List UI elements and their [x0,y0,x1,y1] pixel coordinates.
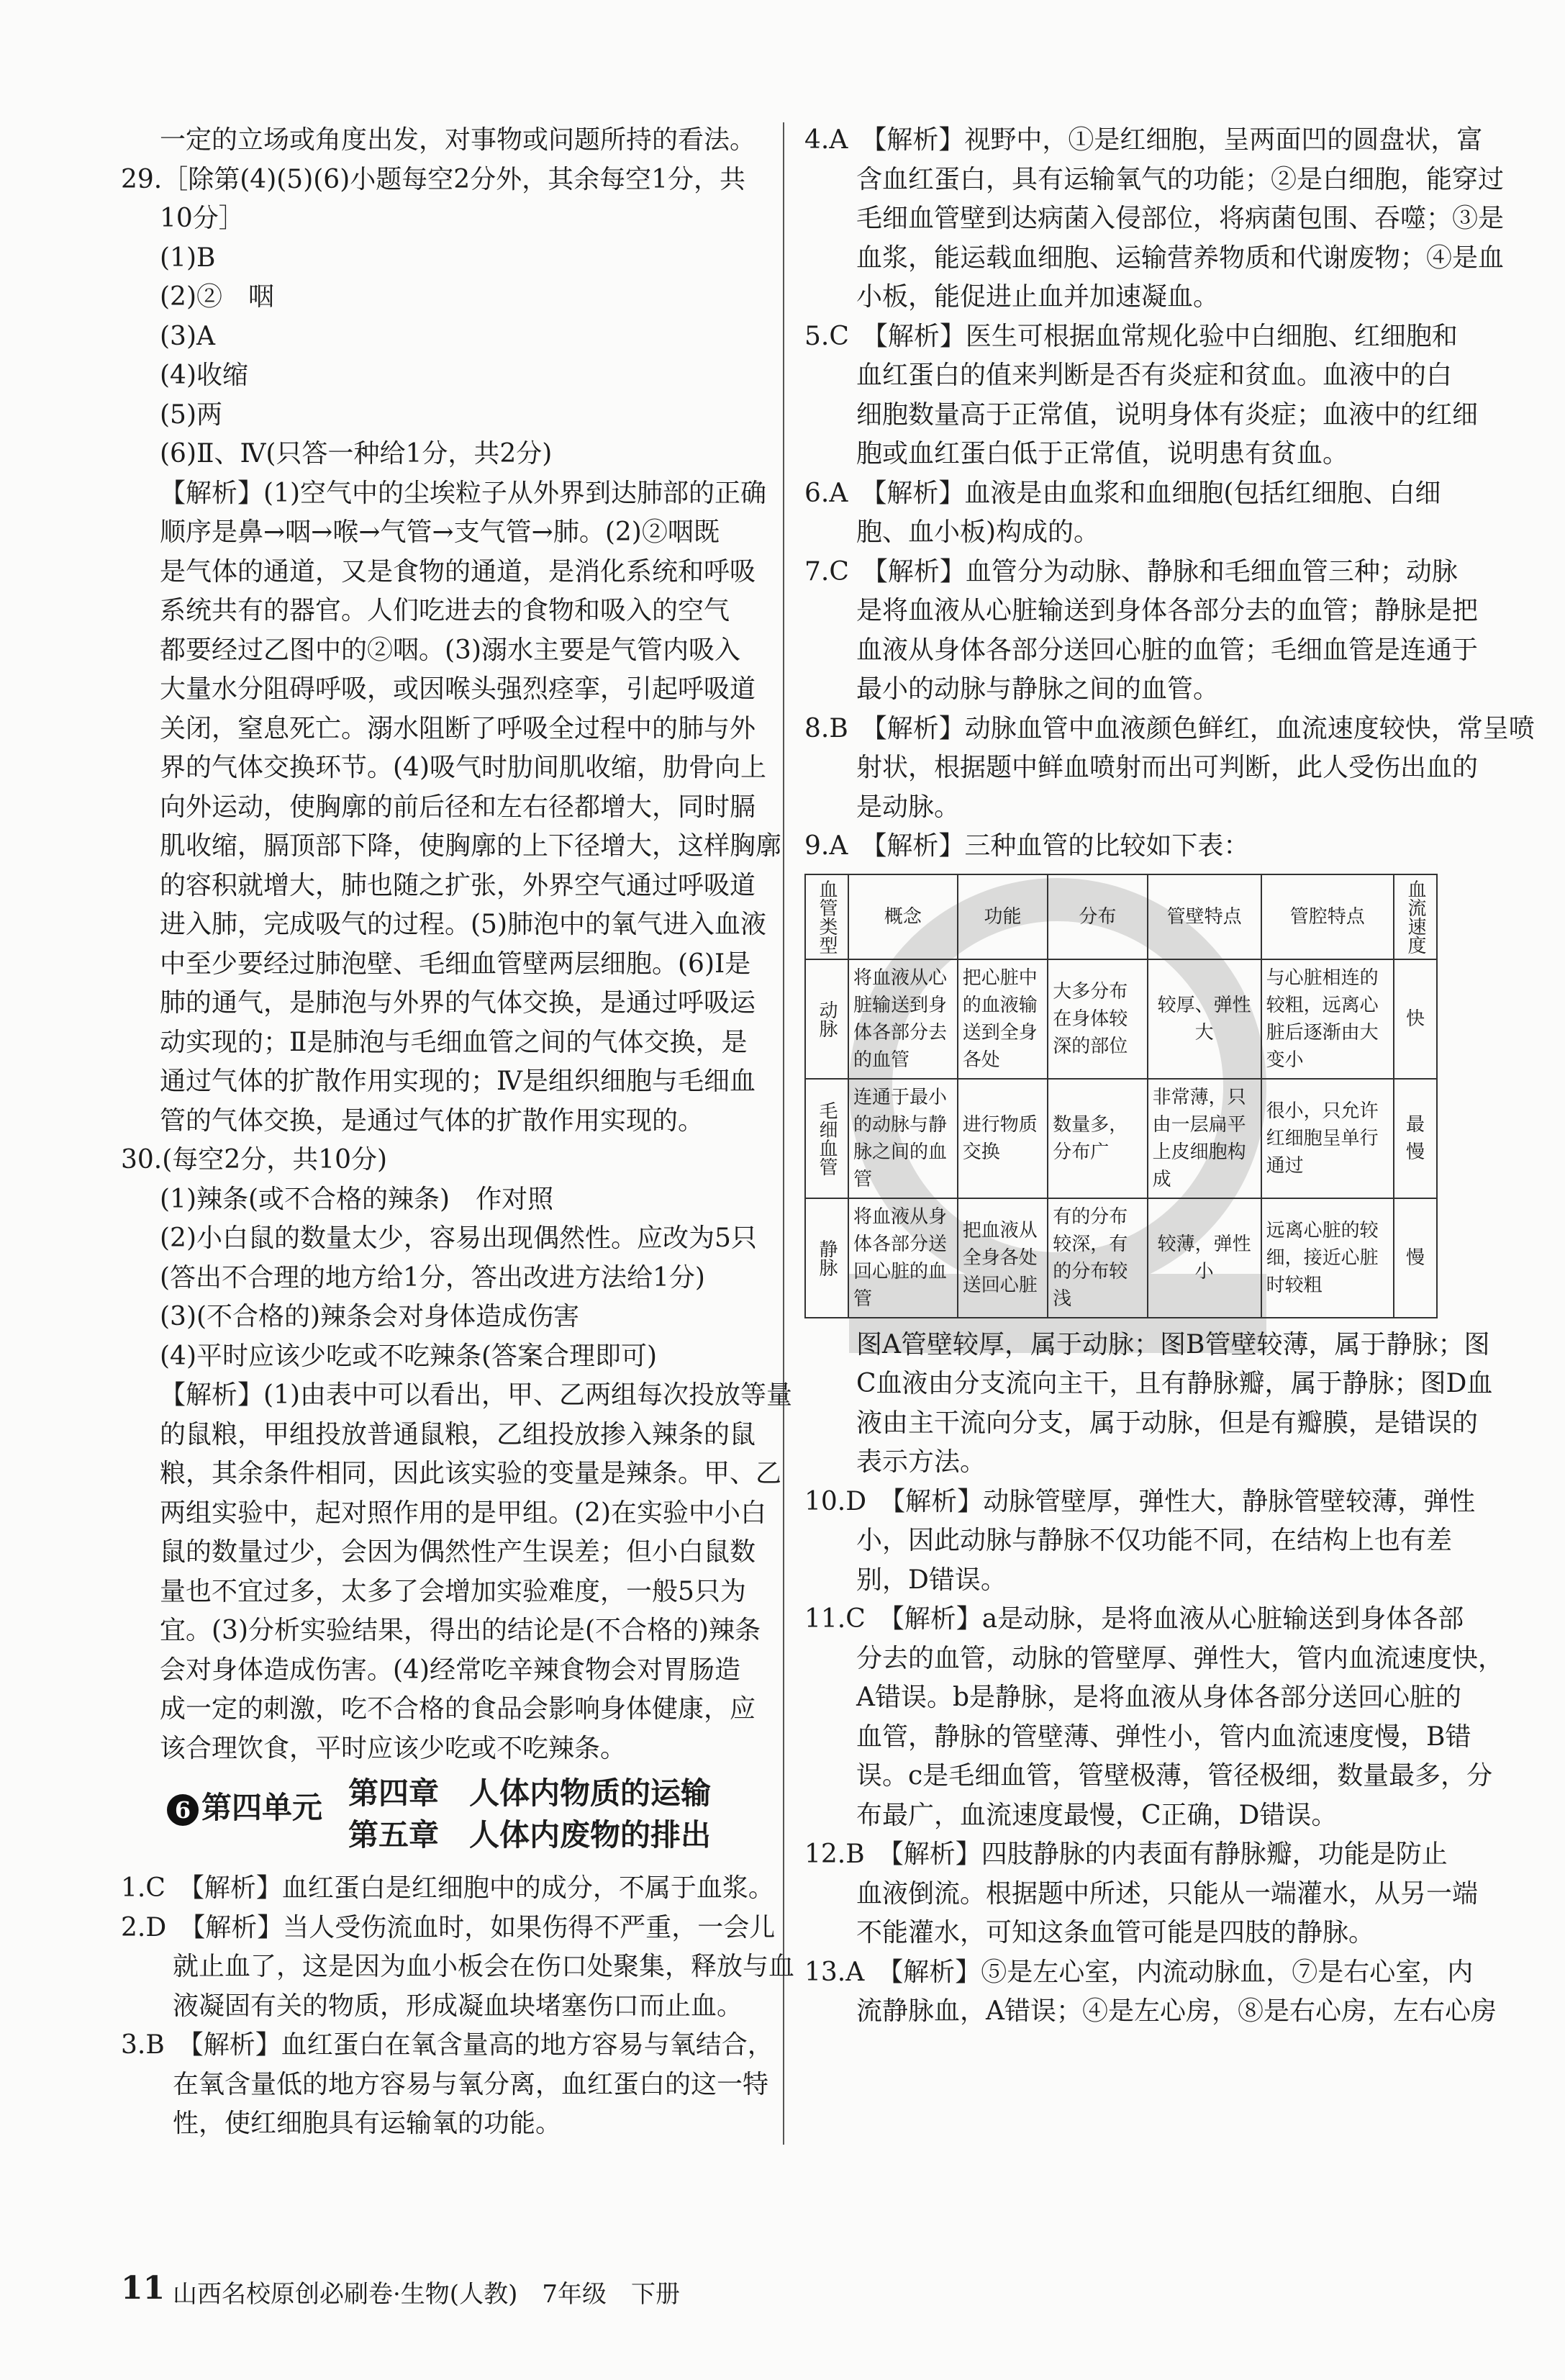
table-header-cell: 管腔特点 [1261,874,1394,959]
analysis-line: 会对身体造成伤害。(4)经常吃辛辣食物会对胃肠造 [160,1655,740,1685]
answer-line: 11.C 【解析】a是动脉，是将血液从心脏输送到身体各部 [804,1604,1464,1634]
analysis-line: 进入肺，完成吸气的过程。(5)肺泡中的氧气进入血液 [160,910,766,939]
answer-line: 血浆，能运载血细胞、运输营养物质和代谢废物；④是血 [856,243,1505,273]
analysis-line: 粮，其余条件相同，因此该实验的变量是辣条。甲、乙 [160,1459,782,1488]
answer-line: 误。c是毛细血管，管壁极薄，管径极细，数量最多，分 [856,1761,1493,1791]
answer-line: 分去的血管，动脉的管壁厚、弹性大，管内血流速度快， [856,1643,1505,1673]
answer-line: (2)② 咽 [160,282,274,312]
table-header-cell: 概念 [848,874,958,959]
answer-line: 9.A 【解析】三种血管的比较如下表： [804,831,1250,861]
analysis-line: 中至少要经过肺泡壁、毛细血管壁两层细胞。(6)Ⅰ是 [160,949,751,979]
question-29-heading: 29.［除第(4)(5)(6)小题每空2分外，其余每空1分，共 [121,164,746,194]
table-cell: 远离心脏的较细，接近心脏时较粗 [1261,1198,1394,1318]
chapter-title: 第五章 人体内废物的排出 [348,1817,712,1852]
analysis-line: 【解析】(1)空气中的尘埃粒子从外界到达肺部的正确 [160,478,766,508]
table-cell: 快 [1394,959,1437,1079]
blood-vessel-comparison-table [804,874,1438,1318]
table-cell: 将血液从心脏输送到身体各部分去的血管 [848,959,958,1079]
answer-line: 射状，根据题中鲜血喷射而出可判断，此人受伤出血的 [856,753,1479,782]
table-cell: 大多分布在身体较深的部位 [1048,959,1147,1079]
answer-line: 细胞数量高于正常值，说明身体有炎症；血液中的红细 [856,399,1479,430]
analysis-line: 该合理饮食，平时应该少吃或不吃辣条。 [160,1733,627,1763]
table-cell: 连通于最小的动脉与静脉之间的血管 [848,1079,958,1198]
answer-line: 血管，静脉的管壁薄、弹性小，管内血流速度慢，B错 [856,1721,1471,1752]
answer-line: 13.A 【解析】⑤是左心室，内流动脉血，⑦是右心室，内 [804,1957,1474,1987]
chapter-title: 第四章 人体内物质的运输 [348,1775,712,1811]
table-header-cell: 分布 [1048,874,1147,959]
table-cell: 毛细血管 [805,1079,848,1198]
answer-line: A错误。b是静脉，是将血液从身体各部分送回心脏的 [856,1683,1462,1712]
answer-line: 是动脉。 [856,792,961,822]
answer-line: 7.C 【解析】血管分为动脉、静脉和毛细血管三种；动脉 [804,556,1458,587]
answer-line: (4)平时应该少吃或不吃辣条(答案合理即可) [160,1341,658,1371]
table-cell: 很小，只允许红细胞呈单行通过 [1261,1079,1394,1198]
table-header-cell: 血流速度 [1394,874,1437,959]
unit-title: 第四单元 [201,1790,323,1825]
analysis-line: 成一定的刺激，吃不合格的食品会影响身体健康，应 [160,1694,756,1724]
analysis-line: 宜。(3)分析实验结果，得出的结论是(不合格的)辣条 [160,1616,761,1645]
analysis-line: 关闭，窒息死亡。溺水阻断了呼吸全过程中的肺与外 [160,713,756,743]
answer-line: 2.D 【解析】当人受伤流血时，如果伤得不严重，一会儿 [121,1912,776,1942]
answer-line: 就止血了，这是因为血小板会在伤口处聚集，释放与血 [173,1952,795,1981]
answer-line: 在氧含量低的地方容易与氧分离，血红蛋白的这一特 [173,2069,769,2099]
table-row [805,1198,1437,1318]
section-number-badge: 6 [167,1794,199,1826]
analysis-line: 是气体的通道，又是食物的通道，是消化系统和呼吸 [160,556,756,587]
analysis-line: 鼠的数量过少，会因为偶然性产生误差；但小白鼠数 [160,1537,756,1567]
table-cell: 较厚、弹性大 [1148,959,1261,1079]
section-heading [121,1775,768,1865]
answer-line: (1)B [160,243,216,273]
analysis-line: 顺序是鼻→咽→喉→气管→支气管→肺。(2)②咽既 [160,517,720,547]
table-header-cell: 管壁特点 [1148,874,1261,959]
table-row [805,1079,1437,1198]
analysis-line: 的鼠粮，甲组投放普通鼠粮，乙组投放掺入辣条的鼠 [160,1419,756,1449]
answer-line: 10.D 【解析】动脉管壁厚，弹性大，静脉管壁较薄，弹性 [804,1486,1476,1516]
analysis-line: 肺的通气，是肺泡与外界的气体交换，是通过呼吸运 [160,988,756,1018]
analysis-line: 系统共有的器官。人们吃进去的食物和吸入的空气 [160,596,730,625]
analysis-line: 量也不宜过多，太多了会增加实验难度，一般5只为 [160,1576,746,1606]
answer-line: 性，使红细胞具有运输氧的功能。 [173,2109,562,2138]
answer-line: 含血红蛋白，具有运输氧气的功能；②是白细胞，能穿过 [856,164,1505,194]
table-row [805,959,1437,1079]
analysis-line: 动实现的；Ⅱ是肺泡与毛细血管之间的气体交换，是 [160,1027,748,1057]
analysis-line: 都要经过乙图中的②咽。(3)溺水主要是气管内吸入 [160,635,740,665]
answer-line: 血液从身体各部分送回心脏的血管；毛细血管是连通于 [856,635,1479,665]
table-cell: 数量多，分布广 [1048,1079,1147,1198]
answer-line: 表示方法。 [856,1447,986,1477]
text-line: 一定的立场或角度出发，对事物或问题所持的看法。 [160,125,756,155]
answer-line: 小，因此动脉与静脉不仅功能不同，在结构上也有差 [856,1526,1453,1555]
right-column [804,121,1535,2032]
answer-line: 小板，能促进止血并加速凝血。 [856,282,1220,312]
analysis-line: 的容积就增大，肺也随之扩张，外界空气通过呼吸道 [160,870,756,900]
answer-line: (5)两 [160,399,222,430]
analysis-line: 管的气体交换，是通过气体的扩散作用实现的。 [160,1105,704,1136]
analysis-line: 大量水分阻碍呼吸，或因喉头强烈痉挛，引起呼吸道 [160,674,756,704]
table-cell: 最慢 [1394,1079,1437,1198]
question-30-heading: 30.(每空2分，共10分) [121,1145,388,1175]
table-cell: 把血液从全身各处送回心脏 [958,1198,1048,1318]
answer-line: 流静脉血，A错误；④是左心房，⑧是右心房，左右心房 [856,1996,1497,2026]
answer-line: 4.A 【解析】视野中，①是红细胞，呈两面凹的圆盘状，富 [804,125,1483,155]
answer-line: (答出不合理的地方给1分，答出改进方法给1分) [160,1262,705,1293]
answer-line: 血红蛋白的值来判断是否有炎症和贫血。血液中的白 [856,361,1453,390]
table-cell: 将血液从身体各部分送回心脏的血管 [848,1198,958,1318]
left-column [121,121,795,2144]
table-cell: 把心脏中的血液输送到全身各处 [958,959,1048,1079]
answer-line: 胞或血红蛋白低于正常值，说明患有贫血。 [856,439,1349,469]
table-cell: 慢 [1394,1198,1437,1318]
answer-line: 血液倒流。根据题中所述，只能从一端灌水，从另一端 [856,1878,1479,1909]
answer-line: 布最广，血流速度最慢，C正确，D错误。 [856,1800,1338,1830]
footer-title: 山西名校原创必刷卷·生物(人教) 7年级 下册 [173,2280,680,2309]
column-divider [783,122,784,2145]
table-header-cell: 功能 [958,874,1048,959]
answer-line: (3)(不合格的)辣条会对身体造成伤害 [160,1302,580,1331]
analysis-line: 通过气体的扩散作用实现的；Ⅳ是组织细胞与毛细血 [160,1067,756,1096]
answer-line: 8.B 【解析】动脉血管中血液颜色鲜红，血流速度较快，常呈喷 [804,713,1535,743]
answer-line: 不能灌水，可知这条血管可能是四肢的静脉。 [856,1918,1375,1947]
table-cell: 动脉 [805,959,848,1079]
table-cell: 非常薄，只由一层扁平上皮细胞构成 [1148,1079,1261,1198]
table-cell: 较薄，弹性小 [1148,1198,1261,1318]
answer-line: 毛细血管壁到达病菌入侵部位，将病菌包围、吞噬；③是 [856,204,1505,233]
analysis-line: 界的气体交换环节。(4)吸气时肋间肌收缩，肋骨向上 [160,753,766,782]
answer-line: 5.C 【解析】医生可根据血常规化验中白细胞、红细胞和 [804,321,1458,351]
analysis-line: 向外运动，使胸廓的前后径和左右径都增大，同时膈 [160,792,756,822]
table-header-cell: 血管类型 [805,874,848,959]
answer-line: 1.C 【解析】血红蛋白是红细胞中的成分，不属于血浆。 [121,1873,774,1903]
answer-line: (6)Ⅱ、Ⅳ(只答一种给1分，共2分) [160,439,553,469]
analysis-line: 肌收缩，膈顶部下降，使胸廓的上下径增大，这样胸廓 [160,831,782,861]
answer-line: 液凝固有关的物质，形成凝血块堵塞伤口而止血。 [173,1991,743,2021]
answer-line: 胞、血小板)构成的。 [856,517,1100,547]
answer-line: 最小的动脉与静脉之间的血管。 [856,674,1220,704]
page-number: 11 [121,2270,165,2307]
analysis-line: 【解析】(1)由表中可以看出，甲、乙两组每次投放等量 [160,1380,792,1410]
table-cell: 与心脏相连的较粗，远离心脏后逐渐由大变小 [1261,959,1394,1079]
answer-line: (1)辣条(或不合格的辣条) 作对照 [160,1184,554,1214]
answer-line: 别，D错误。 [856,1565,1007,1595]
table-cell: 有的分布较深，有的分布较浅 [1048,1198,1147,1318]
answer-line: 图A管壁较厚，属于动脉；图B管壁较薄，属于静脉；图 [856,1329,1490,1359]
answer-line: 液由主干流向分支，属于动脉，但是有瓣膜，是错误的 [856,1408,1479,1438]
answer-line: 12.B 【解析】四肢静脉的内表面有静脉瓣，功能是防止 [804,1840,1448,1869]
answer-line: (2)小白鼠的数量太少，容易出现偶然性。应改为5只 [160,1223,757,1253]
answer-line: C血液由分支流向主干，且有静脉瓣，属于静脉；图D血 [856,1369,1493,1398]
answer-line: (4)收缩 [160,361,248,390]
table-cell: 进行物质交换 [958,1079,1048,1198]
answer-line: (3)A [160,321,215,351]
answer-line: 6.A 【解析】血液是由血浆和血细胞(包括红细胞、白细 [804,478,1441,508]
table-cell: 静脉 [805,1198,848,1318]
table-header-row [805,874,1437,959]
answer-line: 是将血液从心脏输送到身体各部分去的血管；静脉是把 [856,596,1479,625]
text-line: 10分］ [160,204,245,233]
analysis-line: 两组实验中，起对照作用的是甲组。(2)在实验中小白 [160,1498,766,1528]
answer-line: 3.B 【解析】血红蛋白在氧含量高的地方容易与氧结合， [121,2030,774,2060]
